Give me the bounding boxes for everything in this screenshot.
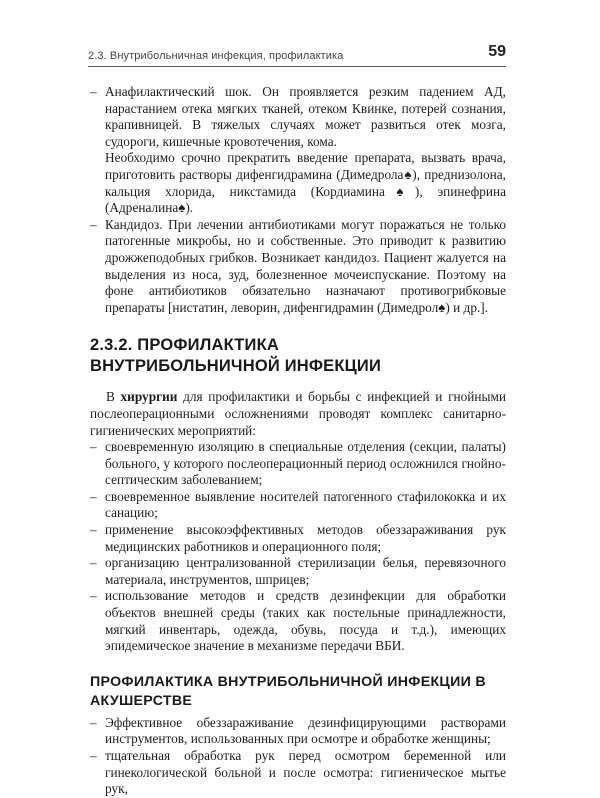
dash-bullet: –	[90, 216, 97, 232]
list-item-text: тщательная обработка рук перед осмотром беременной или гинекологической больной и после осмотра: гигиеническое мытье рук,	[105, 748, 506, 797]
running-header	[88, 41, 506, 67]
dash-bullet: –	[90, 555, 97, 571]
anaphylaxis-help-paragraph: Необходимо срочно прекратить введение препарата, вызвать врача, приготовить растворы дифенгидрамина (Димедрола♠), преднизолона, кальция хлорида, никстамида (Кордиамина♠), эпинефрина (Адреналина♠).	[105, 150, 506, 216]
dash-bullet: –	[90, 488, 97, 504]
list-item	[90, 588, 506, 654]
dash-bullet: –	[90, 748, 97, 763]
intro-rest: для профилактики и борьбы с инфекцией и гнойными послеоперационными осложнениями проводят комплекс санитарно-гигиенических мероприятий:	[90, 389, 506, 438]
intro-prefix: В	[106, 389, 121, 405]
candidiasis-text: Кандидоз. При лечении антибиотиками могут поражаться не только патогенные микробы, но и собственные. Это приводит к развитию дрожжеподобных грибков. Возникает кандидоз. Пациент жалуется на выделения из носа, зуд, болезненное мочеиспускание. Поэтому на фоне антибиотиков обязательно назначают противогрибковые препараты [нистатин, леворин, дифенгидрамин (Димедрол♠) и др.].	[105, 216, 506, 315]
section-heading-2-3-2: 2.3.2. ПРОФИЛАКТИКА ВНУТРИБОЛЬНИЧНОЙ ИНФЕКЦИИ	[90, 336, 382, 376]
dash-bullet: –	[90, 84, 97, 99]
list-item-text: организацию централизованной стерилизации белья, перевязочного материала, инструментов, шприцев;	[105, 555, 506, 587]
list-item	[90, 522, 506, 555]
list-item-text: своевременную изоляцию в специальные отделения (секции, палаты) больного, у которого послеоперационный период осложнился гнойно-септическим заболеванием;	[105, 439, 506, 488]
list-item	[90, 748, 506, 798]
running-header-title: 2.3. Внутрибольничная инфекция, профилактика	[88, 50, 344, 62]
page-content	[90, 70, 506, 798]
list-item-candidiasis	[90, 217, 506, 317]
list-item-anaphylaxis	[90, 84, 506, 150]
dash-bullet: –	[90, 714, 97, 730]
list-item-text: использование методов и средств дезинфекции для обработки объектов внешней среды (таких как постельные принадлежности, мягкий инвентарь, одежда, обувь, посуда и т.д.), имеющих эпидемическое значение в механизме передачи ВБИ.	[105, 588, 506, 654]
anaphylaxis-text: Анафилактический шок. Он проявляется резким падением АД, нарастанием отека мягких тканей, отеком Квинке, потерей сознания, крапивницей. В тяжелых случаях может развиться отек мозга, судороги, кишечные кровотечения, кома.	[105, 84, 506, 149]
intro-term-surgery: хирургии	[120, 389, 178, 405]
dash-bullet: –	[90, 588, 97, 604]
list-item	[90, 715, 506, 748]
header-divider	[88, 66, 506, 67]
list-item	[90, 555, 506, 588]
dash-bullet: –	[90, 439, 97, 455]
list-item	[90, 439, 506, 489]
list-item-text: Эффективное обеззараживание дезинфицирующими растворами инструментов, использованных при осмотре и обработке женщины;	[105, 714, 506, 747]
page-number: 59	[488, 43, 506, 60]
surgery-intro-paragraph	[90, 389, 506, 439]
obstetrics-heading: ПРОФИЛАКТИКА ВНУТРИБОЛЬНИЧНОЙ ИНФЕКЦИИ В АКУШЕРСТВЕ	[90, 673, 486, 709]
list-item-text: своевременное выявление носителей патогенного стафилококка и их санацию;	[105, 488, 506, 521]
dash-bullet: –	[90, 522, 97, 538]
list-item-text: применение высокоэффективных методов обеззараживания рук медицинских работников и операционного поля;	[105, 522, 506, 554]
list-item	[90, 489, 506, 522]
